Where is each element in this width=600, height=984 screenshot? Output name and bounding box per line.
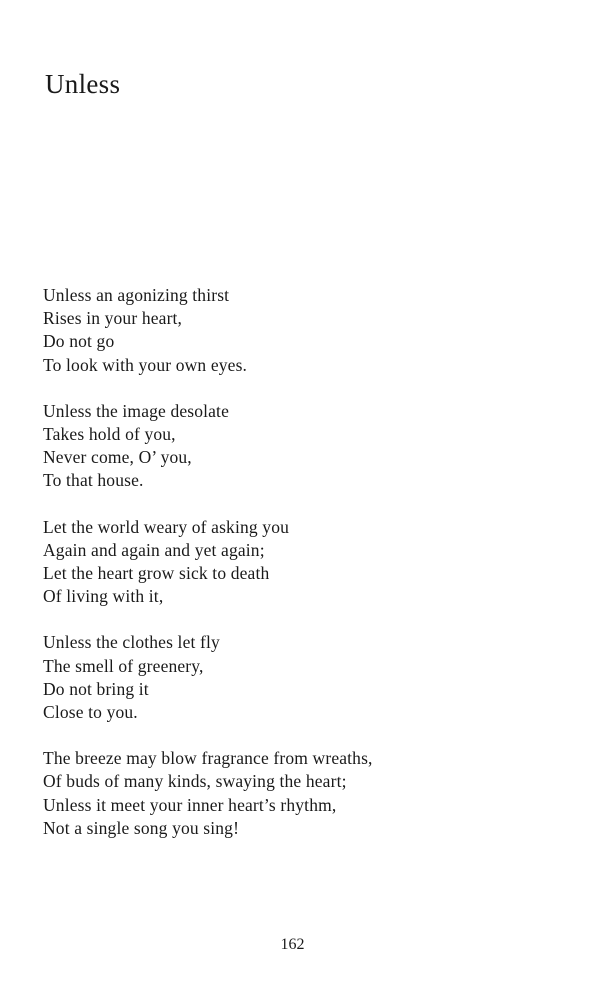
poem-line: Rises in your heart, <box>43 308 183 329</box>
stanza-4 <box>43 631 563 724</box>
stanza-5 <box>43 747 563 840</box>
poem-line: Let the heart grow sick to death <box>43 563 270 584</box>
poem-line: Unless the clothes let fly <box>43 632 220 653</box>
poem-line: Takes hold of you, <box>43 424 176 445</box>
poem-line: To that house. <box>43 470 144 491</box>
poem-line: Do not bring it <box>43 678 149 699</box>
poem-line: The breeze may blow fragrance from wreaths, <box>43 748 373 769</box>
page-title: Unless <box>45 69 121 99</box>
poem-line: Unless it meet your inner heart’s rhythm, <box>43 794 337 815</box>
poem-line: Never come, O’ you, <box>43 447 192 468</box>
poem-body <box>43 284 563 863</box>
poem-line: Again and again and yet again; <box>43 539 265 560</box>
poem-line: Unless the image desolate <box>43 400 229 421</box>
poem-line: Not a single song you sing! <box>43 817 240 838</box>
stanza-2 <box>43 400 563 493</box>
poem-line: Of buds of many kinds, swaying the heart; <box>43 771 347 792</box>
poem-line: The smell of greenery, <box>43 655 204 676</box>
poem-line: Do not go <box>43 331 115 352</box>
poem-line: To look with your own eyes. <box>43 354 248 375</box>
poem-line: Let the world weary of asking you <box>43 516 289 537</box>
page-number: 162 <box>280 936 305 953</box>
stanza-1 <box>43 284 563 377</box>
poem-line: Close to you. <box>43 702 138 723</box>
stanza-3 <box>43 516 563 609</box>
poem-line: Unless an agonizing thirst <box>43 285 230 305</box>
poem-line: Of living with it, <box>43 586 164 607</box>
